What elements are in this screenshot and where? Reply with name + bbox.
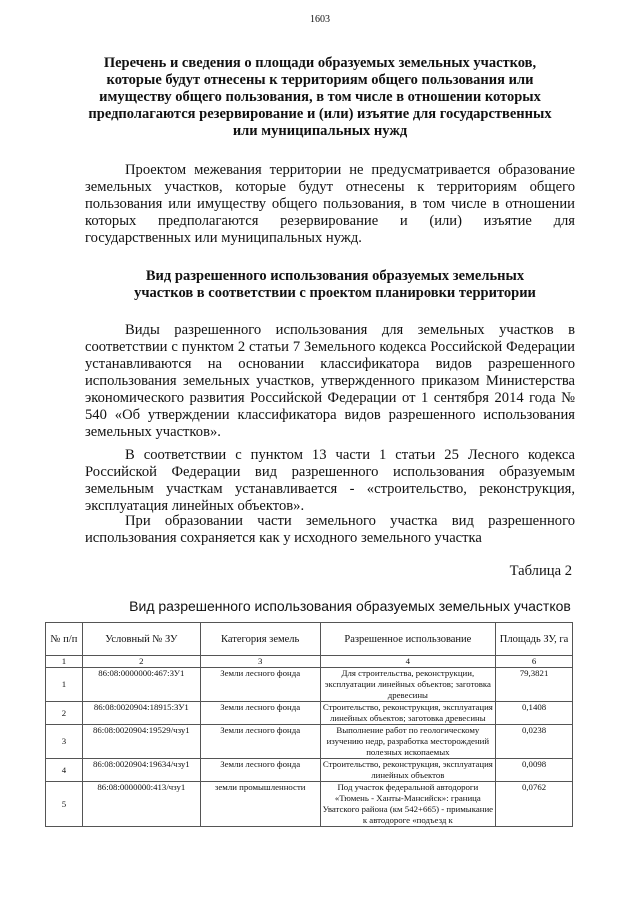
table-row: [46, 668, 573, 702]
cell: 79,3821: [496, 668, 573, 702]
table-row: [46, 725, 573, 759]
cell: 0,0238: [496, 725, 573, 759]
cell: Под участок федеральной автодороги «Тюмень - Ханты-Мансийск»: граница Уватского района (км 542+665) - примыкание к автодороге «подъезд к: [320, 782, 496, 827]
cell: 2: [46, 702, 83, 725]
cell: 1: [46, 656, 83, 668]
cell: Земли лесного фонда: [200, 668, 320, 702]
cell: Выполнение работ по геологическому изучению недр, разработка месторождений полезных ископаемых: [320, 725, 496, 759]
cell: 86:08:0000000:467:ЗУ1: [82, 668, 200, 702]
header-cell: Разрешенное использование: [320, 623, 496, 656]
column-number-row: [46, 656, 573, 668]
cell: 1: [46, 668, 83, 702]
cell: Земли лесного фонда: [200, 759, 320, 782]
cell: Земли лесного фонда: [200, 702, 320, 725]
table-row: [46, 782, 573, 827]
cell: 86:08:0000000:413/чзу1: [82, 782, 200, 827]
heading-line: которые будут отнесены к территориям общего пользования или: [106, 72, 534, 88]
header-cell: № п/п: [46, 623, 83, 656]
heading-line: Перечень и сведения о площади образуемых земельных участков,: [103, 55, 537, 71]
header-cell: Площадь ЗУ, га: [496, 623, 573, 656]
table-title: Вид разрешенного использования образуемых земельных участков: [129, 598, 571, 614]
cell: Строительство, реконструкция, эксплуатация линейных объектов; заготовка древесины: [320, 702, 496, 725]
heading-permitted-use: [90, 268, 580, 302]
cell: 2: [82, 656, 200, 668]
paragraph-2: Виды разрешенного использования для земельных участков в соответствии с пунктом 2 статьи 7 Земельного кодекса Российской Федерации устанавливаются на основании классификатора видов разрешенного использования земельных участков, утвержденного приказом Министерства экономического развития Российской Федерации от 1 сентября 2014 года № 540 «Об утверждении классификатора видов разрешенного использования земельных участков».: [85, 322, 575, 440]
cell: Для строительства, реконструкции, эксплуатации линейных объектов; заготовка древесины: [320, 668, 496, 702]
heading-line: Вид разрешенного использования образуемых земельных: [145, 268, 525, 284]
heading-line: участков в соответствии с проектом планировки территории: [134, 285, 536, 301]
cell: Земли лесного фонда: [200, 725, 320, 759]
cell: 4: [46, 759, 83, 782]
cell: 5: [46, 782, 83, 827]
cell: 3: [46, 725, 83, 759]
cell: 86:08:0020904:19529/чзу1: [82, 725, 200, 759]
cell: 0,0762: [496, 782, 573, 827]
heading-line: предполагаются резервирование и (или) изъятие для государственных: [88, 106, 552, 122]
cell: земли промышленности: [200, 782, 320, 827]
cell: Строительство, реконструкция, эксплуатация линейных объектов: [320, 759, 496, 782]
table-header-row: [46, 623, 573, 656]
table-row: [46, 759, 573, 782]
paragraph-1: Проектом межевания территории не предусматривается образование земельных участков, которые будут отнесены к территориям общего пользования или имуществу общего пользования, в том числе в отношении которых предполагаются резервирование и (или) изъятие для государственных или муниципальных нужд.: [85, 162, 575, 246]
paragraph-4: При образовании части земельного участка вид разрешенного использования сохраняется как у исходного земельного участка: [85, 513, 575, 546]
cell: 86:08:0020904:18915:ЗУ1: [82, 702, 200, 725]
cell: 6: [496, 656, 573, 668]
heading-line: имуществу общего пользования, в том числе в отношении которых: [99, 89, 541, 105]
cell: 0,0098: [496, 759, 573, 782]
cell: 0,1408: [496, 702, 573, 725]
header-cell: Категория земель: [200, 623, 320, 656]
paragraph-3: В соответствии с пунктом 13 части 1 статьи 25 Лесного кодекса Российской Федерации вид разрешенного использования образуемым земельным участкам устанавливается - «строительство, реконструкция, эксплуатация линейных объектов».: [85, 447, 575, 514]
heading-line: или муниципальных нужд: [232, 123, 408, 139]
page-number: 1603: [310, 14, 330, 25]
cell: 3: [200, 656, 320, 668]
header-cell: Условный № ЗУ: [82, 623, 200, 656]
table-caption: Таблица 2: [509, 563, 572, 579]
cell: 86:08:0020904:19634/чзу1: [82, 759, 200, 782]
table-row: [46, 702, 573, 725]
land-plots-table: [45, 622, 573, 827]
heading-list: [60, 55, 580, 140]
cell: 4: [320, 656, 496, 668]
